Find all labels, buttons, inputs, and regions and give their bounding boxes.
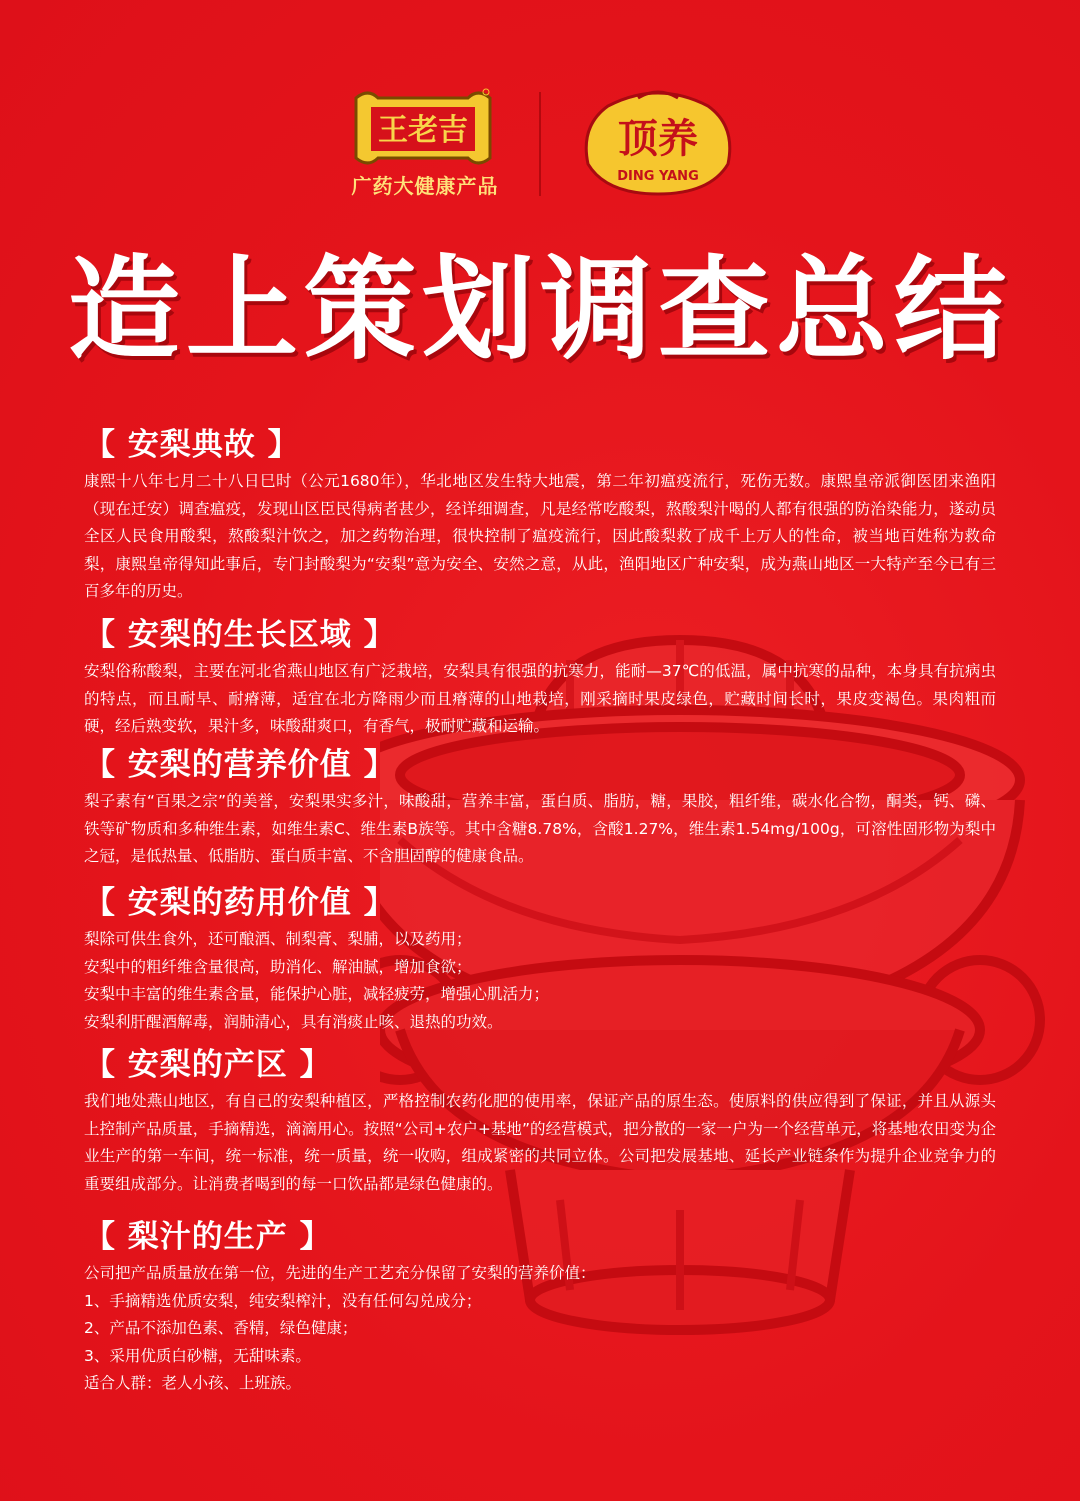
section-body: 安梨俗称酸梨，主要在河北省燕山地区有广泛栽培，安梨具有很强的抗寒力，能耐—37℃的低温，属中抗寒的品种，本身具有抗病虫的特点，而且耐旱、耐瘠薄，适宜在北方降雨少而且瘠薄的山地栽培，刚采摘时果皮绿色，贮藏时间长时，果皮变褐色。果肉粗而硬，经后熟变软，果汁多，味酸甜爽口，有香气，极耐贮藏和运输。 <box>84 662 996 736</box>
section-heading: 【 安梨典故 】 <box>84 427 300 463</box>
list-item: 公司把产品质量放在第一位，先进的生产工艺充分保留了安梨的营养价值： <box>84 1264 596 1282</box>
logo-left-text: 王老吉 <box>378 113 468 148</box>
section-heading: 【 安梨的产区 】 <box>84 1047 332 1083</box>
logo-left-caption: 广药大健康产品 <box>351 174 499 198</box>
section-juice-production <box>84 1214 996 1398</box>
section-production-area <box>84 1042 996 1198</box>
section-body: 我们地处燕山地区，有自己的安梨种植区，严格控制农药化肥的使用率，保证产品的原生态。使原料的供应得到了保证，并且从源头上控制产品质量，手摘精选，滴滴用心。按照“公司+农户+基地”的经营模式，把分散的一家一户为一个经营单元，将基地农田变为企业生产的第一车间，统一标准，统一质量，统一收购，组成紧密的共同立体。公司把发展基地、延长产业链条作为提升企业竞争力的重要组成部分。让消费者喝到的每一口饮品都是绿色健康的。 <box>84 1092 996 1193</box>
logo-divider <box>539 92 541 196</box>
list-item: 安梨利肝醒酒解毒，润肺清心，具有消痰止咳、退热的功效。 <box>84 1012 503 1031</box>
section-heading: 【 安梨的生长区域 】 <box>84 617 396 653</box>
dingyang-logo <box>578 86 738 198</box>
section-medicinal <box>84 880 996 1036</box>
list-item: 安梨中丰富的维生素含量，能保护心脏，减轻疲劳，增强心肌活力； <box>84 985 550 1004</box>
logo-right-subtext: DING YANG <box>617 169 699 184</box>
list-item: 3、采用优质白砂糖，无甜味素。 <box>84 1346 311 1365</box>
list-item: 适合人群：老人小孩、上班族。 <box>84 1374 302 1393</box>
section-heading: 【 安梨的营养价值 】 <box>84 747 396 783</box>
section-heading: 【 梨汁的生产 】 <box>84 1219 332 1255</box>
section-growth-region <box>84 612 996 741</box>
section-heading: 【 安梨的药用价值 】 <box>84 885 396 921</box>
section-body: 康熙十八年七月二十八日巳时（公元1680年），华北地区发生特大地震，第二年初瘟疫流行，死伤无数。康熙皇帝派御医团来渔阳（现在迁安）调查瘟疫，发现山区臣民得病者甚少，经详细调查，凡是经常吃酸梨，熬酸梨汁喝的人都有很强的防治染能力，遂动员全区人民食用酸梨，熬酸梨汁饮之，加之药物治理，很快控制了瘟疫流行，因此酸梨救了成千上万人的性命，被当地百姓称为救命梨，康熙皇帝得知此事后，专门封酸梨为“安梨”意为安全、安然之意，从此，渔阳地区广种安梨，成为燕山地区一大特产至今已有三百多年的历史。 <box>84 472 996 601</box>
list-item: 2、产品不添加色素、香精，绿色健康； <box>84 1319 358 1338</box>
section-body: 梨子素有“百果之宗”的美誉，安梨果实多汁，味酸甜，营养丰富，蛋白质、脂肪，糖，果胶，粗纤维，碳水化合物，酮类，钙、磷、铁等矿物质和多种维生素，如维生素C、维生素B族等。其中含糖8.78%，含酸1.27%，维生素1.54mg/100g，可溶性固形物为梨中之冠，是低热量、低脂肪、蛋白质丰富、不含胆固醇的健康食品。 <box>84 792 996 866</box>
list-item: 梨除可供生食外，还可酿酒、制梨膏、梨脯，以及药用； <box>84 930 472 948</box>
page-title: 造上策划调查总结 <box>68 245 1012 375</box>
list-item: 安梨中的粗纤维含量很高，助消化、解油腻，增加食欲； <box>84 957 472 976</box>
list-item: 1、手摘精选优质安梨，纯安梨榨汁，没有任何勾兑成分； <box>84 1291 482 1310</box>
logo-right-text: 顶养 <box>618 116 698 162</box>
section-nutrition <box>84 742 996 871</box>
section-story <box>84 422 996 606</box>
